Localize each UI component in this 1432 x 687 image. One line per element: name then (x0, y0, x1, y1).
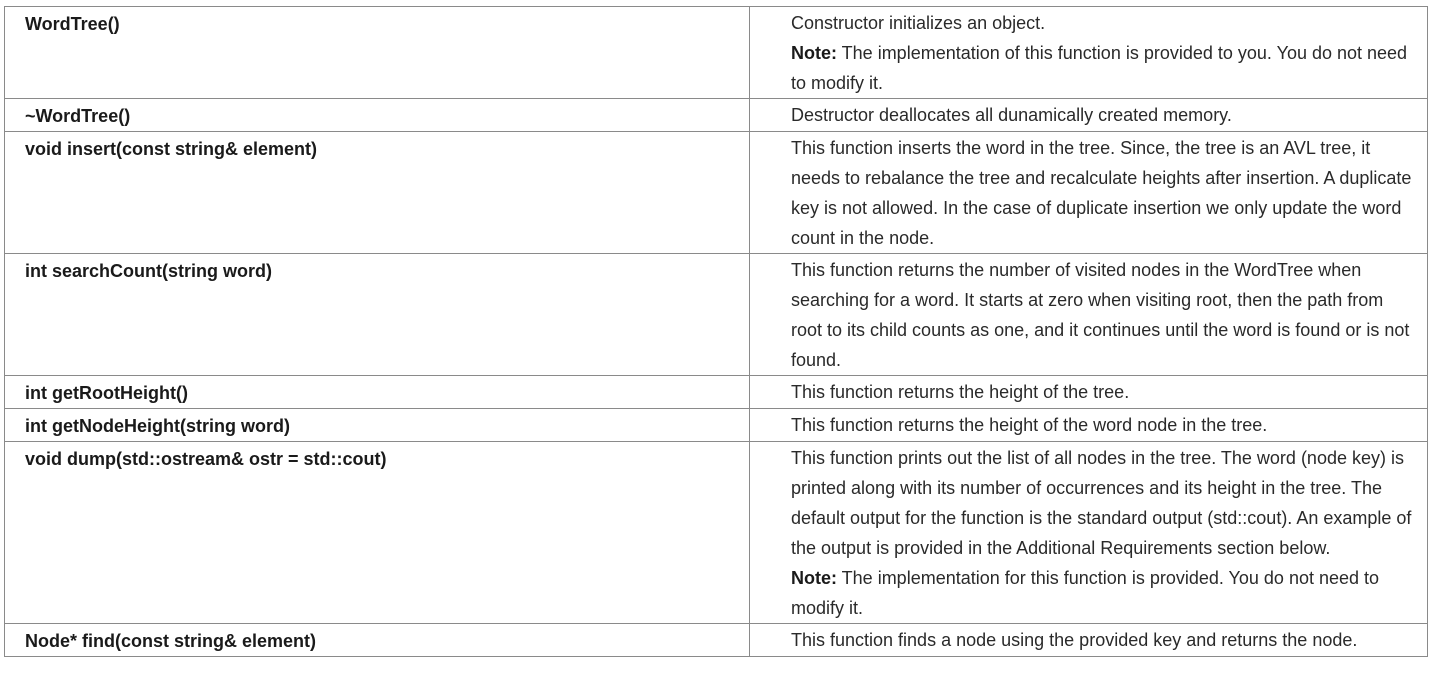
function-description (750, 624, 1428, 657)
note-label: Note: (791, 568, 837, 588)
description-paragraph (791, 625, 1413, 655)
table-row (5, 442, 1428, 624)
function-signature: void dump(std::ostream& ostr = std::cout) (5, 442, 750, 624)
description-paragraph (791, 100, 1413, 130)
function-signature: int getNodeHeight(string word) (5, 409, 750, 442)
description-text: This function returns the height of the tree. (791, 382, 1130, 402)
description-text: This function prints out the list of all nodes in the tree. The word (node key) is printed along with its number of occurrences and its height in the tree. The default output for the function is the standard output (std::cout). An example of the output is provided in the Additional Requirements section below. (791, 448, 1412, 558)
table-row (5, 99, 1428, 132)
description-text: Constructor initializes an object. (791, 13, 1046, 33)
description-text: This function finds a node using the provided key and returns the node. (791, 630, 1358, 650)
description-paragraph (791, 8, 1413, 38)
description-paragraph (791, 255, 1413, 375)
function-signature: Node* find(const string& element) (5, 624, 750, 657)
table-row (5, 7, 1428, 99)
function-description (750, 132, 1428, 254)
table-row (5, 409, 1428, 442)
function-description (750, 99, 1428, 132)
function-signature: int searchCount(string word) (5, 254, 750, 376)
function-signature: WordTree() (5, 7, 750, 99)
function-signature: int getRootHeight() (5, 376, 750, 409)
function-description (750, 7, 1428, 99)
note-label: Note: (791, 43, 837, 63)
function-description (750, 254, 1428, 376)
function-reference-table (4, 6, 1428, 657)
description-text: This function inserts the word in the tree. Since, the tree is an AVL tree, it needs to rebalance the tree and recalculate heights after insertion. A duplicate key is not allowed. In the case of duplicate insertion we only update the word count in the node. (791, 138, 1412, 248)
description-text: Destructor deallocates all dunamically created memory. (791, 105, 1232, 125)
description-paragraph (791, 377, 1413, 407)
description-note (791, 38, 1413, 98)
function-description (750, 409, 1428, 442)
function-description (750, 442, 1428, 624)
note-text: The implementation for this function is provided. You do not need to modify it. (791, 568, 1380, 618)
description-paragraph (791, 410, 1413, 440)
description-text: This function returns the height of the word node in the tree. (791, 415, 1268, 435)
function-signature: void insert(const string& element) (5, 132, 750, 254)
table-row (5, 624, 1428, 657)
function-description (750, 376, 1428, 409)
description-text: This function returns the number of visited nodes in the WordTree when searching for a word. It starts at zero when visiting root, then the path from root to its child counts as one, and it continues until the word is found or is not found. (791, 260, 1410, 370)
note-text: The implementation of this function is provided to you. You do not need to modify it. (791, 43, 1408, 93)
description-paragraph (791, 443, 1413, 563)
table-row (5, 132, 1428, 254)
description-note (791, 563, 1413, 623)
table-row (5, 254, 1428, 376)
function-signature: ~WordTree() (5, 99, 750, 132)
table-row (5, 376, 1428, 409)
description-paragraph (791, 133, 1413, 253)
